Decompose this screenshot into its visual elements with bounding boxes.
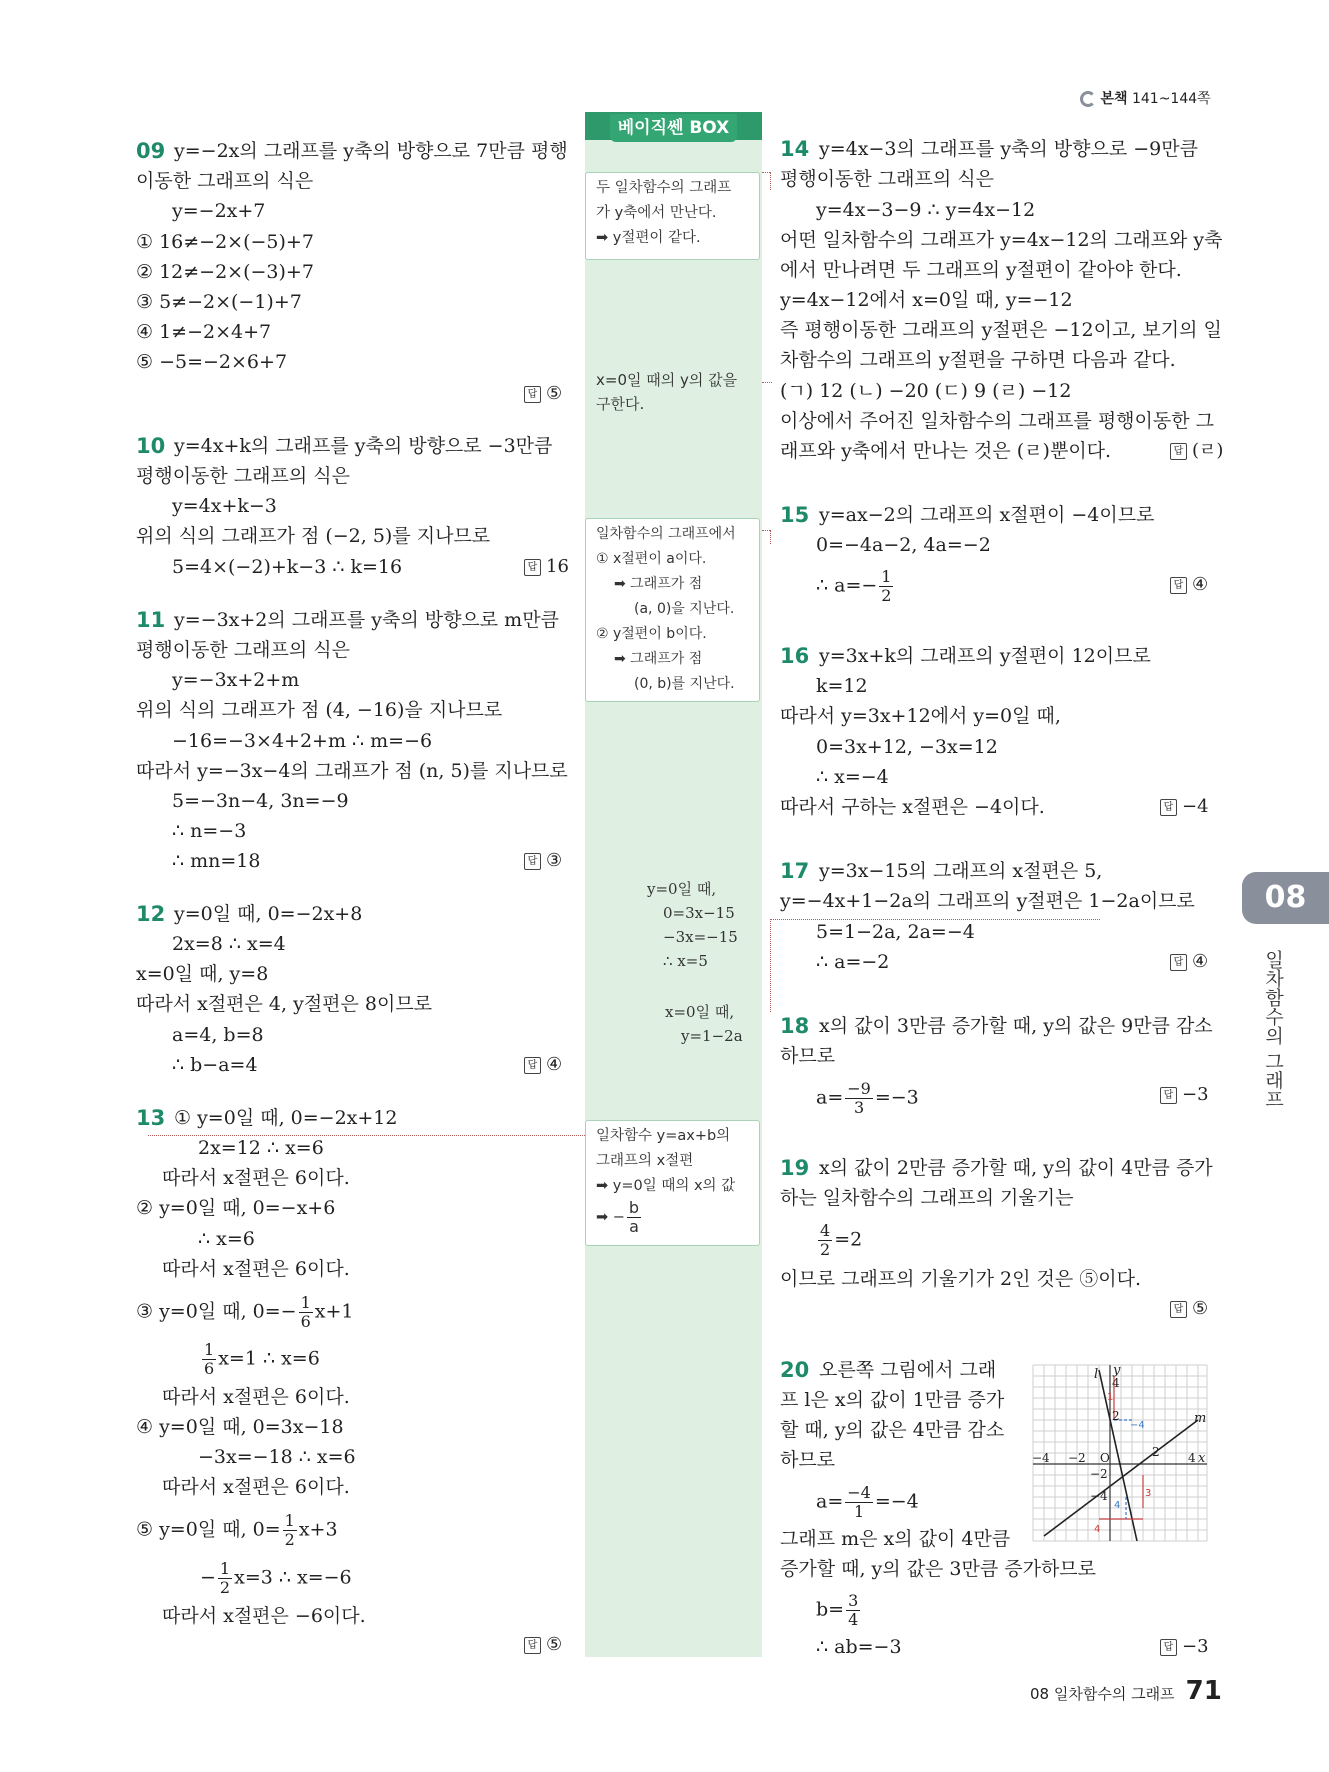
q16-line: 따라서 구하는 x절편은 −4이다. (780, 796, 1045, 818)
label-p2: 2 (1152, 1445, 1160, 1459)
q14-line: 평행이동한 그래프의 식은 (780, 168, 994, 190)
label-red3: 3 (1145, 1488, 1152, 1499)
fraction: $\frac{b}{a}$ (628, 1198, 640, 1236)
fraction: $\frac{3}{4}$ (848, 1591, 859, 1629)
fraction: $\frac{1}{2}$ (881, 567, 892, 605)
q13-line: −3x=−18 ∴ x=6 (198, 1446, 356, 1468)
q11-line: 평행이동한 그래프의 식은 (136, 639, 350, 661)
q11-line: 위의 식의 그래프가 점 (4, −16)을 지나므로 (136, 699, 503, 721)
q16-line: k=12 (816, 675, 868, 697)
tip-intercepts: 일차함수의 그래프에서 ① x절편이 a이다. ➡ 그래프가 점 (a, 0)을 지난다. ② y절편이 b이다. ➡ 그래프가 점 (0, b)를 지난다. (585, 518, 760, 702)
q14-number: 14 (780, 137, 810, 161)
q12-line: ∴ b−a=4 (172, 1054, 258, 1076)
q20-number: 20 (780, 1358, 810, 1382)
q19-line: 하는 일차함수의 그래프의 기울기는 (780, 1187, 1074, 1209)
header-pages: 141~144쪽 (1131, 91, 1211, 107)
q20-answer: 답 −3 (1160, 1632, 1209, 1662)
book-icon (1080, 91, 1096, 107)
label-o: O (1100, 1451, 1110, 1465)
box-title: 베이직쎈 BOX (610, 114, 737, 142)
q15-line: ∴ a=− $\frac{1}{2}$ (816, 567, 892, 605)
label-y2: 2 (1112, 1409, 1120, 1423)
page-footer (1030, 1676, 1222, 1706)
q09-line: ③ 5≠−2×(−1)+7 (136, 291, 302, 313)
q13-line: 따라서 x절편은 6이다. (162, 1386, 350, 1408)
q14-line: 즉 평행이동한 그래프의 y절편은 −12이고, 보기의 일 (780, 319, 1222, 341)
q14-line: 어떤 일차함수의 그래프가 y=4x−12의 그래프와 y축 (780, 229, 1223, 251)
q13-line: 따라서 x절편은 −6이다. (162, 1605, 366, 1627)
q17-line: ∴ a=−2 (816, 951, 890, 973)
q09-line: 이동한 그래프의 식은 (136, 170, 314, 192)
label-red1: 1 (1107, 1392, 1114, 1403)
q15-line: y=ax−2의 그래프의 x절편이 −4이므로 (819, 504, 1155, 526)
header-book: 본책 (1100, 91, 1128, 107)
q13-line: 2x=12 ∴ x=6 (198, 1137, 324, 1159)
q12-line: a=4, b=8 (172, 1024, 264, 1046)
fraction: $\frac{-9}{3}$ (847, 1079, 871, 1117)
q14-line: 이상에서 주어진 일차함수의 그래프를 평행이동한 그 (780, 410, 1214, 432)
q17-line: 5=1−2a, 2a=−4 (816, 921, 975, 943)
q12-line: y=0일 때, 0=−2x+8 (174, 903, 363, 925)
q09-line: y=−2x+7 (172, 200, 266, 222)
q11-line: ∴ n=−3 (172, 820, 247, 842)
q10-number: 10 (136, 434, 166, 458)
label-n2: −2 (1068, 1451, 1086, 1465)
q15-number: 15 (780, 503, 810, 527)
q18-line: 하므로 (780, 1045, 836, 1067)
q16-line: 0=3x+12, −3x=12 (816, 736, 998, 758)
label-y: y (1113, 1363, 1121, 1378)
q18-number: 18 (780, 1014, 810, 1038)
q18-answer: 답 −3 (1160, 1080, 1209, 1110)
q15-line: 0=−4a−2, 4a=−2 (816, 534, 991, 556)
q16-answer: 답 −4 (1160, 792, 1209, 822)
q13-answer: 답 ⑤ (524, 1630, 562, 1660)
label-l: l (1094, 1367, 1099, 1382)
chapter-tab[interactable]: 08 (1242, 872, 1329, 924)
fraction: $\frac{1}{2}$ (219, 1559, 231, 1597)
q10-line: y=4x+k−3 (172, 495, 277, 517)
q09-answer: 답 ⑤ (524, 379, 562, 409)
fraction: $\frac{1}{6}$ (204, 1340, 215, 1378)
label-red4: 4 (1094, 1524, 1101, 1535)
q11-line: 5=−3n−4, 3n=−9 (172, 790, 349, 812)
q09-line: y=−2x의 그래프를 y축의 방향으로 7만큼 평행 (174, 140, 568, 162)
label-y4: 4 (1112, 1376, 1120, 1390)
q13-number: 13 (136, 1106, 166, 1130)
tip-17a: y=0일 때, 0=3x−15 −3x=−15 ∴ x=5 (647, 880, 738, 970)
tip-y-intercept: 두 일차함수의 그래프 가 y축에서 만난다. ➡ y절편이 같다. (585, 172, 760, 260)
q18-line: x의 값이 3만큼 증가할 때, y의 값은 9만큼 감소 (819, 1015, 1213, 1037)
q19-number: 19 (780, 1156, 810, 1180)
page-header (1080, 88, 1211, 110)
label-x: x (1198, 1451, 1206, 1466)
q20-line: 그래프 m은 x의 값이 4만큼 (780, 1528, 1011, 1550)
label-blue4: −4 (1130, 1420, 1145, 1431)
q11-line: y=−3x+2의 그래프를 y축의 방향으로 m만큼 (174, 609, 559, 631)
q12-line: 2x=8 ∴ x=4 (172, 933, 286, 955)
q13-line: ② y=0일 때, 0=−x+6 (136, 1197, 336, 1219)
q10-answer: 답 16 (524, 552, 569, 582)
q17-number: 17 (780, 859, 810, 883)
q11-number: 11 (136, 608, 166, 632)
label-yn2: −2 (1090, 1467, 1108, 1481)
q17-line: y=3x−15의 그래프의 x절편은 5, (819, 860, 1103, 882)
q20-line: ∴ ab=−3 (816, 1636, 902, 1658)
q14-answer: 답 (ㄹ) (1170, 436, 1223, 466)
q09-line: ② 12≠−2×(−3)+7 (136, 261, 314, 283)
q20-line: a= $\frac{-4}{1}$ =−4 (816, 1483, 919, 1521)
connector (770, 919, 771, 1012)
q20-line: 할 때, y의 값은 4만큼 감소 (780, 1419, 1005, 1441)
q09-line: ④ 1≠−2×4+7 (136, 321, 272, 343)
fraction: $\frac{1}{2}$ (284, 1511, 295, 1549)
q19-answer: 답 ⑤ (1170, 1294, 1208, 1324)
label-yn4: −4 (1090, 1489, 1108, 1503)
q11-answer: 답 ③ (524, 846, 562, 876)
q10-line: 5=4×(−2)+k−3 ∴ k=16 (172, 556, 403, 578)
q12-number: 12 (136, 902, 166, 926)
fraction: $\frac{1}{6}$ (300, 1293, 311, 1331)
q14-line: y=4x−12에서 x=0일 때, y=−12 (780, 289, 1073, 311)
q13-line: 따라서 x절편은 6이다. (162, 1258, 350, 1280)
q13-line: ∴ x=6 (198, 1228, 255, 1250)
q16-line: 따라서 y=3x+12에서 y=0일 때, (780, 705, 1061, 727)
q12-line: 따라서 x절편은 4, y절편은 8이므로 (136, 993, 433, 1015)
q11-line: ∴ mn=18 (172, 850, 261, 872)
q10-line: y=4x+k의 그래프를 y축의 방향으로 −3만큼 (174, 435, 553, 457)
q16-line: y=3x+k의 그래프의 y절편이 12이므로 (819, 645, 1151, 667)
label-p4: 4 (1188, 1451, 1196, 1465)
q13-line: 따라서 x절편은 6이다. (162, 1476, 350, 1498)
q13-line: ① y=0일 때, 0=−2x+12 (174, 1107, 398, 1129)
q13-line: ③ y=0일 때, 0=− $\frac{1}{6}$ x+1 (136, 1293, 354, 1331)
q14-line: 차함수의 그래프의 y절편을 구하면 다음과 같다. (780, 349, 1176, 371)
q13-line: ⑤ y=0일 때, 0= $\frac{1}{2}$ x+3 (136, 1511, 338, 1549)
q20-line: 오른쪽 그림에서 그래 (819, 1359, 997, 1381)
tip-x-intercept: 일차함수 y=ax+b의 그래프의 x절편 ➡ y=0일 때의 x의 값 ➡ − $\frac{b}{a}$ (585, 1120, 760, 1246)
connector (770, 530, 771, 544)
q16-number: 16 (780, 644, 810, 668)
q10-line: 평행이동한 그래프의 식은 (136, 465, 350, 487)
q09-line: ⑤ −5=−2×6+7 (136, 351, 288, 373)
q11-line: 따라서 y=−3x−4의 그래프가 점 (n, 5)를 지나므로 (136, 760, 568, 782)
connector (762, 530, 770, 531)
q12-line: x=0일 때, y=8 (136, 963, 269, 985)
tip-17b: x=0일 때, y=1−2a (665, 1003, 743, 1045)
fraction: $\frac{-4}{1}$ (847, 1483, 871, 1521)
label-m: m (1194, 1411, 1207, 1426)
chapter-tab-title: 일차함수의 그래프 (1262, 950, 1284, 1109)
q11-line: −16=−3×4+2+m ∴ m=−6 (172, 730, 433, 752)
tip-x0: x=0일 때의 y의 값을 구한다. (596, 371, 738, 413)
label-blue4b: 4 (1114, 1500, 1121, 1511)
q10-line: 위의 식의 그래프가 점 (−2, 5)를 지나므로 (136, 525, 491, 547)
q09-line: ① 16≠−2×(−5)+7 (136, 231, 314, 253)
q20-line: 하므로 (780, 1449, 836, 1471)
connector (770, 172, 771, 190)
q17-answer: 답 ④ (1170, 947, 1208, 977)
q13-line: 따라서 x절편은 6이다. (162, 1167, 350, 1189)
q14-line: (ㄱ) 12 (ㄴ) −20 (ㄷ) 9 (ㄹ) −12 (780, 380, 1072, 402)
connector (762, 172, 770, 173)
q19-line: 이므로 그래프의 기울기가 2인 것은 ⑤이다. (780, 1268, 1141, 1290)
q20-graph (1030, 1360, 1210, 1546)
q19-line: $\frac{4}{2}$ =2 (820, 1221, 863, 1259)
q14-line: y=4x−3−9 ∴ y=4x−12 (816, 199, 1036, 221)
q14-line: 래프와 y축에서 만나는 것은 (ㄹ)뿐이다. (780, 440, 1112, 462)
fraction: $\frac{4}{2}$ (820, 1221, 831, 1259)
q19-line: x의 값이 2만큼 증가할 때, y의 값이 4만큼 증가 (819, 1157, 1213, 1179)
q15-answer: 답 ④ (1170, 570, 1208, 600)
q11-line: y=−3x+2+m (172, 669, 300, 691)
q13-line: − $\frac{1}{2}$ x=3 ∴ x=−6 (200, 1559, 352, 1597)
q14-line: 에서 만나려면 두 그래프의 y절편이 같아야 한다. (780, 259, 1182, 281)
q20-line: 프 l은 x의 값이 1만큼 증가 (780, 1389, 1005, 1411)
q13-line: ④ y=0일 때, 0=3x−18 (136, 1416, 344, 1438)
q17-line: y=−4x+1−2a의 그래프의 y절편은 1−2a이므로 (780, 890, 1195, 912)
q12-answer: 답 ④ (524, 1050, 562, 1080)
q16-line: ∴ x=−4 (816, 766, 889, 788)
label-n4: −4 (1032, 1451, 1050, 1465)
q20-line: 증가할 때, y의 값은 3만큼 증가하므로 (780, 1558, 1097, 1580)
page-number: 71 (1185, 1676, 1222, 1706)
connector (762, 382, 772, 383)
q13-line: $\frac{1}{6}$ x=1 ∴ x=6 (204, 1340, 320, 1378)
q18-line: a= $\frac{-9}{3}$ =−3 (816, 1079, 919, 1117)
q20-line: b= $\frac{3}{4}$ (816, 1591, 859, 1629)
grid (1033, 1365, 1207, 1541)
footer-chapter: 08 일차함수의 그래프 (1030, 1685, 1175, 1703)
q14-line: y=4x−3의 그래프를 y축의 방향으로 −9만큼 (819, 138, 1198, 160)
q09-number: 09 (136, 139, 166, 163)
